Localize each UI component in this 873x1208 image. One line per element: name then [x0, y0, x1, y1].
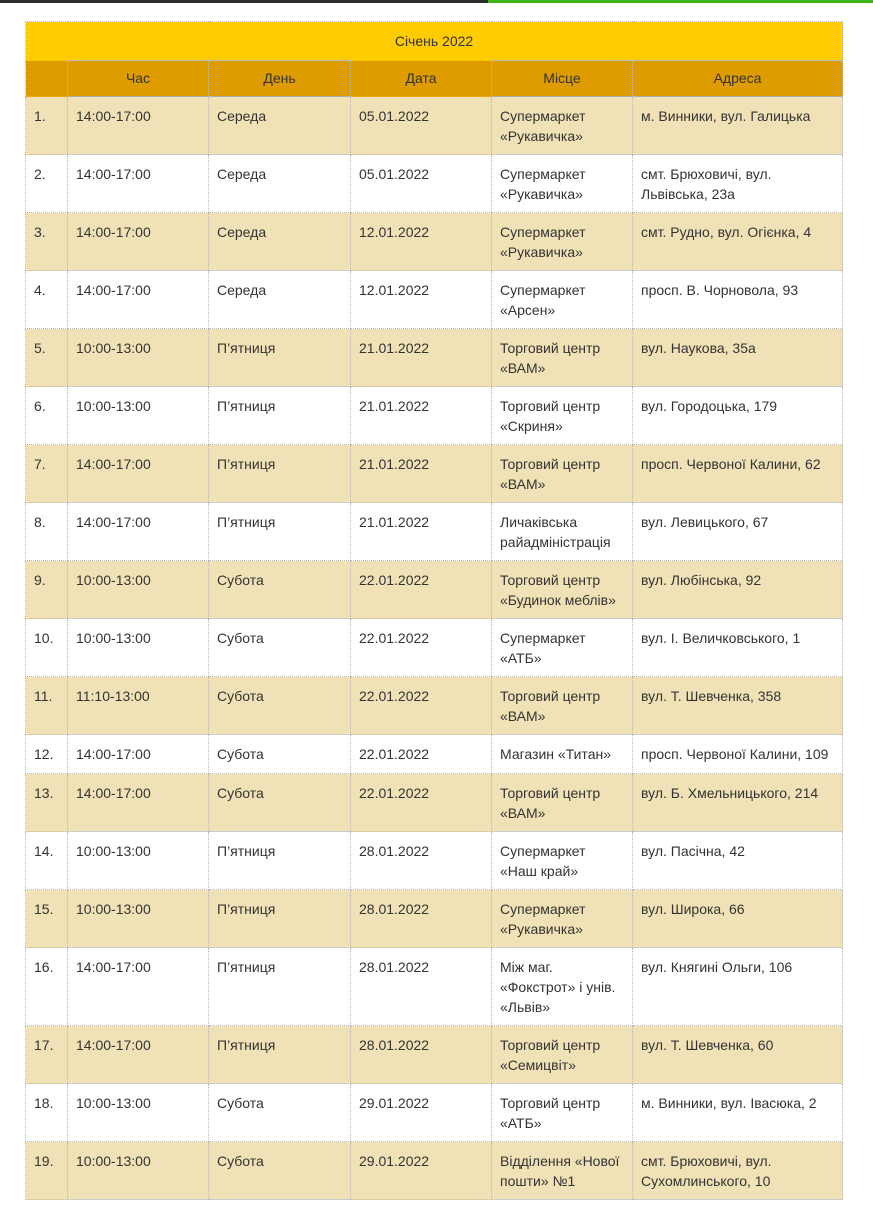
row-date: 29.01.2022 — [351, 1084, 492, 1142]
row-place: Торговий центр «ВАМ» — [492, 677, 633, 735]
row-day: Субота — [209, 774, 351, 832]
row-time: 14:00-17:00 — [68, 503, 209, 561]
row-day: Субота — [209, 677, 351, 735]
header-cell-number — [26, 61, 68, 97]
row-place: Торговий центр «АТБ» — [492, 1084, 633, 1142]
row-place: Супермаркет «АТБ» — [492, 619, 633, 677]
table-row — [26, 1026, 843, 1084]
row-place: Супермаркет «Рукавичка» — [492, 97, 633, 155]
header-cell-address: Адреса — [633, 61, 843, 97]
table-row — [26, 774, 843, 832]
row-date: 28.01.2022 — [351, 832, 492, 890]
row-address: вул. Любінська, 92 — [633, 561, 843, 619]
row-place: Торговий центр «Семицвіт» — [492, 1026, 633, 1084]
row-number: 16. — [26, 948, 68, 1026]
row-date: 28.01.2022 — [351, 1026, 492, 1084]
table-row — [26, 677, 843, 735]
row-number: 4. — [26, 271, 68, 329]
row-day: П’ятниця — [209, 503, 351, 561]
row-number: 18. — [26, 1084, 68, 1142]
row-number: 6. — [26, 387, 68, 445]
row-address: вул. Княгині Ольги, 106 — [633, 948, 843, 1026]
row-number: 14. — [26, 832, 68, 890]
row-day: Субота — [209, 735, 351, 774]
row-place: Торговий центр «Скриня» — [492, 387, 633, 445]
row-date: 05.01.2022 — [351, 97, 492, 155]
row-place: Між маг. «Фокстрот» і унів. «Львів» — [492, 948, 633, 1026]
row-date: 22.01.2022 — [351, 561, 492, 619]
row-address: просп. Червоної Калини, 62 — [633, 445, 843, 503]
table-row — [26, 1084, 843, 1142]
row-number: 11. — [26, 677, 68, 735]
row-number: 19. — [26, 1142, 68, 1200]
row-place: Магазин «Титан» — [492, 735, 633, 774]
row-address: смт. Брюховичі, вул. Сухомлинського, 10 — [633, 1142, 843, 1200]
row-date: 12.01.2022 — [351, 213, 492, 271]
row-number: 9. — [26, 561, 68, 619]
table-caption-row — [26, 22, 843, 61]
row-day: Субота — [209, 1142, 351, 1200]
row-day: Субота — [209, 619, 351, 677]
row-day: П’ятниця — [209, 329, 351, 387]
row-date: 05.01.2022 — [351, 155, 492, 213]
row-date: 21.01.2022 — [351, 503, 492, 561]
row-date: 22.01.2022 — [351, 735, 492, 774]
table-row — [26, 445, 843, 503]
row-date: 28.01.2022 — [351, 890, 492, 948]
row-time: 14:00-17:00 — [68, 445, 209, 503]
row-place: Відділення «Нової пошти» №1 — [492, 1142, 633, 1200]
row-time: 10:00-13:00 — [68, 561, 209, 619]
row-time: 11:10-13:00 — [68, 677, 209, 735]
row-time: 14:00-17:00 — [68, 735, 209, 774]
row-number: 2. — [26, 155, 68, 213]
row-address: вул. Городоцька, 179 — [633, 387, 843, 445]
row-day: Субота — [209, 561, 351, 619]
row-number: 17. — [26, 1026, 68, 1084]
row-number: 10. — [26, 619, 68, 677]
row-time: 10:00-13:00 — [68, 387, 209, 445]
row-date: 21.01.2022 — [351, 387, 492, 445]
table-row — [26, 503, 843, 561]
row-day: П’ятниця — [209, 387, 351, 445]
row-number: 3. — [26, 213, 68, 271]
row-number: 8. — [26, 503, 68, 561]
row-time: 10:00-13:00 — [68, 329, 209, 387]
row-time: 10:00-13:00 — [68, 1084, 209, 1142]
row-number: 15. — [26, 890, 68, 948]
table-row — [26, 271, 843, 329]
row-date: 12.01.2022 — [351, 271, 492, 329]
table-row — [26, 619, 843, 677]
row-day: Середа — [209, 97, 351, 155]
header-cell-date: Дата — [351, 61, 492, 97]
row-address: просп. Червоної Калини, 109 — [633, 735, 843, 774]
row-date: 22.01.2022 — [351, 677, 492, 735]
row-place: Супермаркет «Рукавичка» — [492, 890, 633, 948]
row-address: м. Винники, вул. Галицька — [633, 97, 843, 155]
row-date: 22.01.2022 — [351, 619, 492, 677]
row-day: П’ятниця — [209, 948, 351, 1026]
row-address: вул. Левицького, 67 — [633, 503, 843, 561]
row-place: Супермаркет «Наш край» — [492, 832, 633, 890]
row-day: П’ятниця — [209, 445, 351, 503]
top-accent-bar — [0, 0, 873, 3]
row-address: просп. В. Чорновола, 93 — [633, 271, 843, 329]
row-time: 10:00-13:00 — [68, 619, 209, 677]
header-cell-day: День — [209, 61, 351, 97]
row-day: Середа — [209, 155, 351, 213]
table-row — [26, 97, 843, 155]
table-row — [26, 387, 843, 445]
row-day: Субота — [209, 1084, 351, 1142]
table-row — [26, 832, 843, 890]
table-row — [26, 561, 843, 619]
row-day: П’ятниця — [209, 890, 351, 948]
row-date: 22.01.2022 — [351, 774, 492, 832]
table-row — [26, 329, 843, 387]
row-address: вул. Т. Шевченка, 60 — [633, 1026, 843, 1084]
table-row — [26, 213, 843, 271]
row-number: 7. — [26, 445, 68, 503]
row-place: Торговий центр «ВАМ» — [492, 774, 633, 832]
row-address: вул. Наукова, 35а — [633, 329, 843, 387]
table-row — [26, 155, 843, 213]
row-day: Середа — [209, 213, 351, 271]
table-row — [26, 735, 843, 774]
row-time: 10:00-13:00 — [68, 1142, 209, 1200]
row-time: 14:00-17:00 — [68, 1026, 209, 1084]
table-caption: Січень 2022 — [26, 22, 843, 61]
row-number: 12. — [26, 735, 68, 774]
row-time: 14:00-17:00 — [68, 97, 209, 155]
row-date: 28.01.2022 — [351, 948, 492, 1026]
row-place: Супермаркет «Рукавичка» — [492, 213, 633, 271]
row-day: П’ятниця — [209, 832, 351, 890]
row-time: 14:00-17:00 — [68, 774, 209, 832]
row-time: 14:00-17:00 — [68, 271, 209, 329]
row-date: 29.01.2022 — [351, 1142, 492, 1200]
row-place: Супермаркет «Арсен» — [492, 271, 633, 329]
row-time: 14:00-17:00 — [68, 155, 209, 213]
row-place: Торговий центр «ВАМ» — [492, 445, 633, 503]
row-date: 21.01.2022 — [351, 445, 492, 503]
row-place: Личаківська райадміністрація — [492, 503, 633, 561]
row-address: смт. Рудно, вул. Огієнка, 4 — [633, 213, 843, 271]
row-address: вул. Пасічна, 42 — [633, 832, 843, 890]
row-place: Супермаркет «Рукавичка» — [492, 155, 633, 213]
row-address: м. Винники, вул. Івасюка, 2 — [633, 1084, 843, 1142]
row-address: вул. Б. Хмельницького, 214 — [633, 774, 843, 832]
row-address: вул. Широка, 66 — [633, 890, 843, 948]
row-address: вул. І. Величковського, 1 — [633, 619, 843, 677]
top-accent-bar-green — [488, 0, 873, 3]
row-address: вул. Т. Шевченка, 358 — [633, 677, 843, 735]
table-row — [26, 1142, 843, 1200]
row-day: Середа — [209, 271, 351, 329]
row-time: 14:00-17:00 — [68, 948, 209, 1026]
row-place: Торговий центр «ВАМ» — [492, 329, 633, 387]
row-time: 10:00-13:00 — [68, 890, 209, 948]
row-time: 10:00-13:00 — [68, 832, 209, 890]
row-day: П’ятниця — [209, 1026, 351, 1084]
header-cell-time: Час — [68, 61, 209, 97]
schedule-table — [25, 21, 843, 1200]
row-number: 5. — [26, 329, 68, 387]
row-time: 14:00-17:00 — [68, 213, 209, 271]
header-cell-place: Місце — [492, 61, 633, 97]
row-number: 13. — [26, 774, 68, 832]
row-address: смт. Брюховичі, вул. Львівська, 23а — [633, 155, 843, 213]
table-row — [26, 948, 843, 1026]
row-date: 21.01.2022 — [351, 329, 492, 387]
table-row — [26, 890, 843, 948]
row-place: Торговий центр «Будинок меблів» — [492, 561, 633, 619]
top-accent-bar-dark — [0, 0, 488, 3]
table-header-row — [26, 61, 843, 97]
row-number: 1. — [26, 97, 68, 155]
